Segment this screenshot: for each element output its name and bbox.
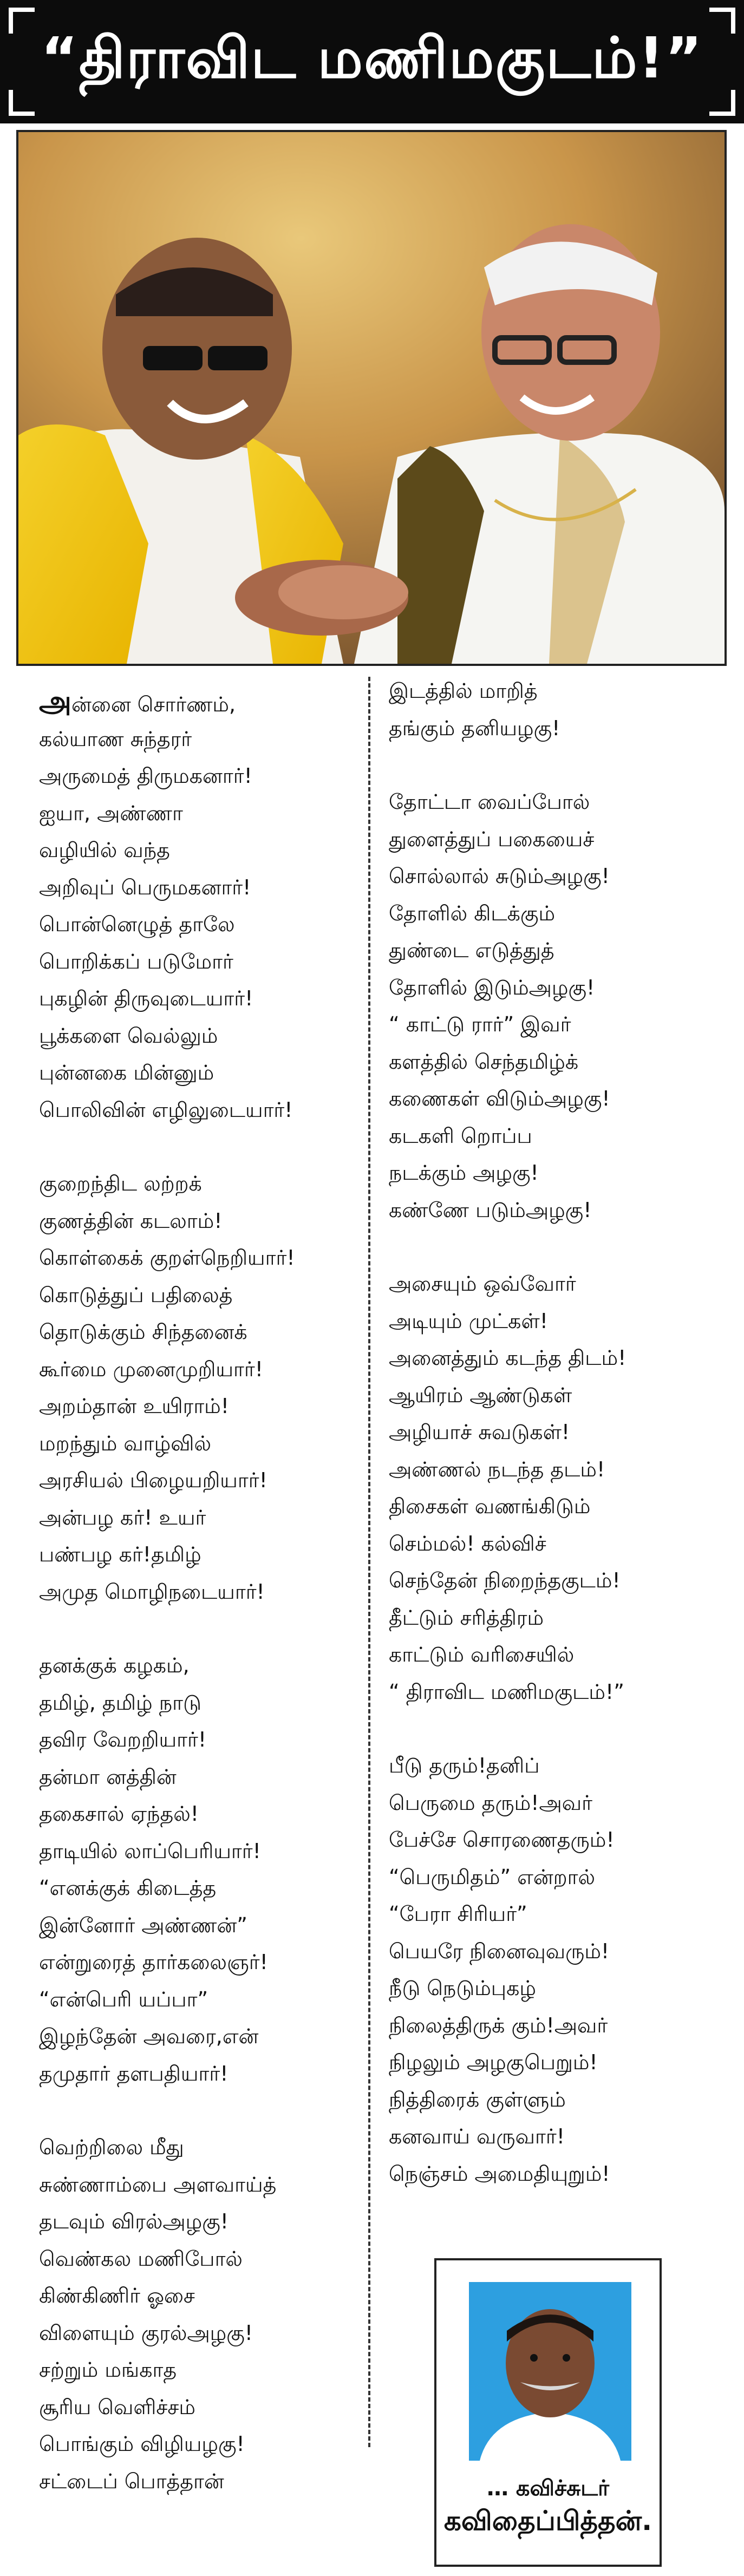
- poem-line: பொறிக்கப் படுமோர்: [39, 949, 233, 973]
- poem-column-left: [39, 683, 364, 2500]
- poem-line: தமிழ், தமிழ் நாடு: [39, 1690, 201, 1715]
- poem-line: என்றுரைத் தார்கலைஞர்!: [39, 1950, 268, 1974]
- poem-line: தமுதார் தளபதியார்!: [39, 2061, 229, 2085]
- poem-line: கல்யாண சுந்தரர்: [39, 727, 192, 751]
- poem-line: பேச்சே சொரணைதரும்!: [389, 1828, 615, 1852]
- poem-line: “என்பெரி யப்பா”: [39, 1987, 208, 2011]
- poem-line: தோட்டா வைப்போல்: [389, 790, 590, 814]
- poem-line: கனவாய் வருவார்!: [389, 2124, 565, 2148]
- poem-line: “பேரா சிரியர்”: [389, 1902, 527, 1926]
- poem-line: தடவும் விரல்அழகு!: [39, 2209, 229, 2233]
- column-divider: [368, 677, 370, 2447]
- poem-line: கூர்மை முனைமுறியார்!: [39, 1357, 263, 1381]
- author-name: கவிதைப்பித்தன்.: [443, 2505, 652, 2536]
- stanza-break: [39, 2092, 364, 2129]
- stanza-break: [39, 1610, 364, 1647]
- poem-line: பண்பழ கர்!தமிழ்: [39, 1542, 201, 1566]
- poem-line: காட்டும் வரிசையில்: [389, 1643, 575, 1666]
- poem-line: பெயரே நினைவுவரும்!: [389, 1939, 610, 1963]
- poem-line: அறிவுப் பெருமகனார்!: [39, 875, 251, 899]
- poem-line: தனக்குக் கழகம்,: [39, 1653, 190, 1677]
- poem-line: அருமைத் திருமகனார்!: [39, 764, 252, 788]
- poem-line: கண்ணே படும்அழகு!: [389, 1198, 592, 1222]
- poem-line: சற்றும் மங்காத: [39, 2358, 177, 2382]
- author-portrait-image: [469, 2282, 631, 2461]
- poem-line: பொலிவின் எழிலுடையார்!: [39, 1097, 293, 1122]
- poem-line: “ திராவிட மணிமகுடம்!”: [389, 1679, 624, 1704]
- poem-line: செந்தேன் நிறைந்தகுடம்!: [389, 1568, 621, 1592]
- drop-cap: அ: [39, 684, 72, 718]
- poem-line: தோளில் கிடக்கும்: [389, 901, 556, 925]
- poem-line: பெருமை தரும்!அவர்: [389, 1790, 592, 1815]
- poem-line: துளைத்துப் பகையைச்: [389, 827, 595, 851]
- poem-line: அசையும் ஒவ்வோர்: [389, 1272, 576, 1296]
- poem-line: “எனக்குக் கிடைத்த: [39, 1876, 217, 1900]
- poem-line: செம்மல்! கல்விச்: [389, 1531, 546, 1555]
- author-photo: [469, 2282, 631, 2461]
- poem-line: நித்திரைக் குள்ளும்: [389, 2087, 566, 2111]
- poem-line: புகழின் திருவுடையார்!: [39, 986, 253, 1010]
- poem-line: வெண்கல மணிபோல்: [39, 2246, 243, 2271]
- poem-line: தன்மா னத்தின்: [39, 1764, 177, 1789]
- poem-line: கிண்கிணிர் ஓசை: [39, 2284, 195, 2307]
- poem-line: நிலைத்திருக் கும்!அவர்: [389, 2013, 608, 2037]
- poem-line: பொங்கும் விழியழகு!: [39, 2432, 245, 2456]
- poem-line: குறைந்திட லற்றக்: [39, 1172, 202, 1195]
- stanza-break: [389, 747, 714, 783]
- page-title: “திராவிட மணிமகுடம்!”: [41, 25, 703, 91]
- poem-line: கடகளி றொப்ப: [389, 1123, 532, 1148]
- poem-line: வழியில் வந்த: [39, 838, 170, 862]
- poem-line: தொடுக்கும் சிந்தனைக்: [39, 1320, 247, 1344]
- poem-line: ஆயிரம் ஆண்டுகள்: [389, 1383, 572, 1407]
- poem-column-right: [389, 672, 714, 2192]
- poem-line: திசைகள் வணங்கிடும்: [389, 1494, 591, 1518]
- poem-line: [39, 683, 364, 721]
- handshake-photo-image: [18, 132, 725, 664]
- poem-line: விளையும் குரல்அழகு!: [39, 2320, 253, 2345]
- poem-line: வெற்றிலை மீது: [39, 2135, 184, 2159]
- poem-line: சுண்ணாம்பை அளவாய்த்: [39, 2172, 277, 2196]
- poem-line: பூக்களை வெல்லும்: [39, 1023, 218, 1048]
- poem-line-text: ன்னை சொர்ணம்,: [71, 692, 236, 716]
- poem-line: களத்தில் செந்தமிழ்க்: [389, 1049, 579, 1074]
- poem-line: நடக்கும் அழகு!: [389, 1161, 539, 1185]
- stanza-break: [389, 1228, 714, 1265]
- poem-line: சட்டைப் பொத்தான்: [39, 2469, 224, 2493]
- poem-line: தங்கும் தனியழகு!: [389, 716, 560, 740]
- leaders-photo: [16, 130, 727, 666]
- poem-line: கொள்கைக் குறள்நெறியார்!: [39, 1246, 295, 1270]
- poem-line: தாடியில் லாப்பெரியார்!: [39, 1839, 261, 1863]
- stanza-break: [39, 1128, 364, 1165]
- title-banner: [0, 0, 744, 123]
- poem-line: கணைகள் விடும்அழகு!: [389, 1087, 610, 1110]
- poem-line: கொடுத்துப் பதிலைத்: [39, 1283, 233, 1307]
- poem-line: அடியும் முட்கள்!: [389, 1309, 548, 1333]
- poem-line: சொல்லால் சுடும்அழகு!: [389, 864, 610, 888]
- poem-line: தோளில் இடும்அழகு!: [389, 975, 595, 999]
- poem-line: அழியாச் சுவடுகள்!: [389, 1420, 570, 1444]
- poem-line: மறந்தும் வாழ்வில்: [39, 1431, 212, 1455]
- poem-line: இன்னோர் அண்ணன்”: [39, 1913, 247, 1937]
- stanza-break: [389, 1710, 714, 1747]
- poem-line: அரசியல் பிழையறியார்!: [39, 1468, 267, 1492]
- poem-line: புன்னகை மின்னும்: [39, 1061, 214, 1084]
- poem-line: அமுத மொழிநடையார்!: [39, 1579, 265, 1604]
- poem-line: துண்டை எடுத்துத்: [389, 938, 554, 962]
- poem-line: ஐயா, அண்ணா: [39, 801, 183, 825]
- poem-line: பொன்னெழுத் தாலே: [39, 912, 235, 936]
- poem-line: சூரிய வெளிச்சம்: [39, 2395, 195, 2419]
- poem-line: குணத்தின் கடலாம்!: [39, 1208, 223, 1233]
- poem-line: நிழலும் அழகுபெறும்!: [389, 2050, 598, 2074]
- poem-line: அறம்தான் உயிராம்!: [39, 1394, 229, 1418]
- author-title: … கவிச்சுடர்: [487, 2476, 609, 2501]
- poem-line: “பெருமிதம்” என்றால்: [389, 1865, 596, 1889]
- poem-line: நீடு நெடும்புகழ்: [389, 1976, 536, 2000]
- poem-line: “ காட்டு ரார்” இவர்: [389, 1012, 571, 1036]
- author-box: [434, 2258, 662, 2567]
- poem-line: தகைசால் ஏந்தல்!: [39, 1802, 199, 1826]
- poem-line: இழந்தேன் அவரை,என்: [39, 2024, 259, 2048]
- poem-line: நெஞ்சம் அமைதியுறும்!: [389, 2161, 610, 2186]
- poem-line: தவிர வேறறியார்!: [39, 1728, 207, 1751]
- poem-line: அன்பழ கர்! உயர்: [39, 1505, 206, 1529]
- poem-line: அனைத்தும் கடந்த திடம்!: [389, 1346, 626, 1370]
- poem-line: தீட்டும் சரித்திரம்: [389, 1605, 544, 1630]
- poem-line: அண்ணல் நடந்த தடம்!: [389, 1457, 605, 1481]
- poem-line: இடத்தில் மாறித்: [389, 679, 538, 703]
- poem-line: பீடு தரும்!தனிப்: [389, 1754, 540, 1777]
